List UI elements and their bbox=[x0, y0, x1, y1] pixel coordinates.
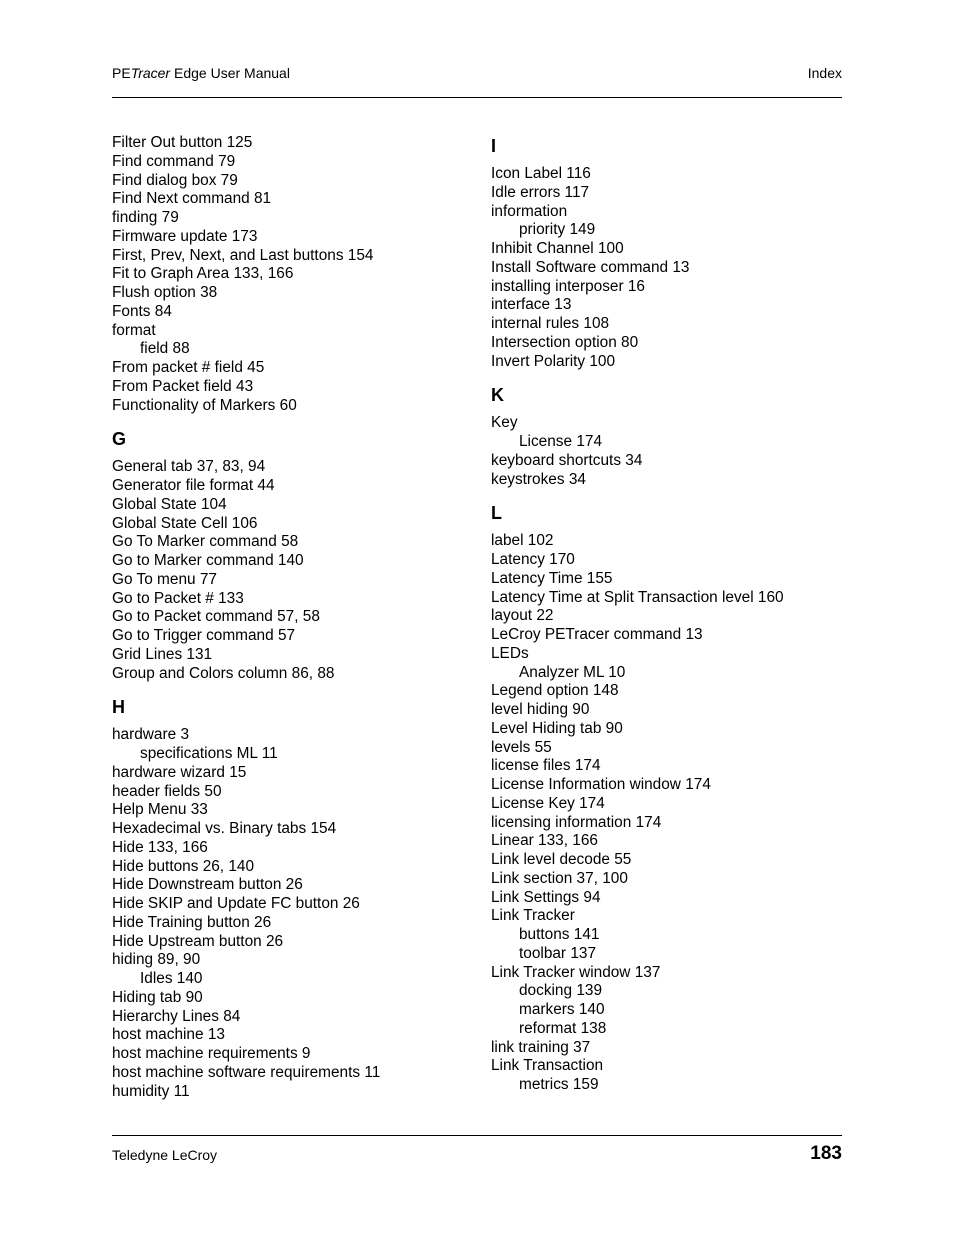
index-entry: keyboard shortcuts 34 bbox=[491, 451, 643, 469]
index-entry: license files 174 bbox=[491, 757, 601, 775]
page-header bbox=[112, 65, 842, 85]
index-subentry: docking 139 bbox=[519, 982, 603, 1000]
index-entry: LeCroy PETracer command 13 bbox=[491, 626, 703, 643]
index-subentry: Idles 140 bbox=[140, 970, 203, 987]
manual-title bbox=[112, 65, 290, 81]
index-entry: host machine software requirements 11 bbox=[112, 1063, 381, 1081]
index-entry: Linear 133, 166 bbox=[491, 832, 598, 850]
index-entry: Go to Packet # 133 bbox=[112, 589, 244, 607]
index-subentry: Analyzer ML 10 bbox=[519, 663, 626, 681]
index-entry: interface 13 bbox=[491, 296, 572, 314]
index-entry: humidity 11 bbox=[112, 1082, 190, 1100]
index-entry: Hierarchy Lines 84 bbox=[112, 1007, 241, 1025]
index-column-left bbox=[112, 134, 472, 1101]
index-entry: Invert Polarity 100 bbox=[491, 352, 616, 370]
index-subentry: buttons 141 bbox=[519, 926, 600, 943]
index-entry: Help Menu 33 bbox=[112, 801, 208, 819]
index-entry: Hide SKIP and Update FC button 26 bbox=[112, 895, 360, 912]
index-entry: Hexadecimal vs. Binary tabs 154 bbox=[112, 820, 337, 837]
index-entry: host machine 13 bbox=[112, 1026, 225, 1044]
index-entry: host machine requirements 9 bbox=[112, 1045, 311, 1062]
index-letter-heading: I bbox=[491, 136, 497, 156]
index-entry: Flush option 38 bbox=[112, 284, 218, 301]
index-subentry: specifications ML 11 bbox=[140, 745, 278, 762]
header-divider bbox=[112, 97, 842, 98]
index-entry: Link Tracker bbox=[491, 907, 575, 925]
index-entry: Link Settings 94 bbox=[491, 888, 601, 906]
index-subentry: markers 140 bbox=[519, 1001, 605, 1018]
index-entry: Go to Packet command 57, 58 bbox=[112, 608, 320, 626]
index-entry: Find dialog box 79 bbox=[112, 171, 238, 189]
index-entry: License Key 174 bbox=[491, 794, 605, 812]
index-subentry: metrics 159 bbox=[519, 1076, 599, 1093]
index-entry: Hide buttons 26, 140 bbox=[112, 857, 255, 875]
index-entry: Latency 170 bbox=[491, 551, 575, 568]
index-entry: Grid Lines 131 bbox=[112, 645, 213, 663]
index-entry: levels 55 bbox=[491, 738, 552, 756]
index-entry: Go To menu 77 bbox=[112, 570, 217, 588]
index-entry: Key bbox=[491, 414, 518, 432]
index-entry: Hide Upstream button 26 bbox=[112, 932, 284, 950]
index-entry: Group and Colors column 86, 88 bbox=[112, 664, 335, 682]
index-entry: Hide Downstream button 26 bbox=[112, 876, 303, 894]
index-entry: keystrokes 34 bbox=[491, 470, 586, 488]
footer-divider bbox=[112, 1135, 842, 1136]
index-entry: finding 79 bbox=[112, 209, 179, 226]
section-name: Index bbox=[807, 65, 842, 81]
index-entry: Go to Trigger command 57 bbox=[112, 627, 296, 644]
index-entry: LEDs bbox=[491, 644, 529, 662]
index-entry: internal rules 108 bbox=[491, 315, 610, 332]
index-entry: Find command 79 bbox=[112, 152, 236, 170]
index-letter-heading: L bbox=[491, 503, 502, 524]
index-entry: hardware wizard 15 bbox=[112, 763, 247, 781]
index-entry: Hide 133, 166 bbox=[112, 838, 208, 856]
index-entry: Latency Time 155 bbox=[491, 569, 613, 587]
index-entry: Link level decode 55 bbox=[491, 851, 632, 868]
index-entry: information bbox=[491, 202, 568, 220]
index-entry: Idle errors 117 bbox=[491, 183, 590, 201]
index-entry: Latency Time at Split Transaction level 160 bbox=[491, 588, 784, 606]
index-subentry: field 88 bbox=[140, 340, 190, 358]
index-entry: layout 22 bbox=[491, 607, 554, 625]
index-subentry: toolbar 137 bbox=[519, 944, 597, 962]
index-entry: Icon Label 116 bbox=[491, 165, 591, 182]
index-entry: Find Next command 81 bbox=[112, 190, 272, 208]
index-entry: Go To Marker command 58 bbox=[112, 533, 299, 551]
manual-title-suffix: Edge User Manual bbox=[170, 65, 290, 81]
index-entry: Link section 37, 100 bbox=[491, 869, 628, 887]
manual-title-italic: Tracer bbox=[130, 65, 171, 81]
index-entry: label 102 bbox=[491, 532, 554, 550]
index-column-right bbox=[491, 134, 842, 1095]
index-entry: header fields 50 bbox=[112, 782, 222, 800]
index-entry: Fonts 84 bbox=[112, 302, 172, 320]
index-entry: From packet # field 45 bbox=[112, 359, 265, 376]
index-entry: Fit to Graph Area 133, 166 bbox=[112, 265, 294, 283]
index-entry: First, Prev, Next, and Last buttons 154 bbox=[112, 246, 374, 264]
index-letter-heading: H bbox=[112, 697, 125, 718]
index-entry: format bbox=[112, 321, 156, 339]
index-entry: Filter Out button 125 bbox=[112, 134, 253, 151]
page-number: 183 bbox=[810, 1143, 842, 1164]
index-entry: General tab 37, 83, 94 bbox=[112, 458, 266, 476]
index-entry: Global State 104 bbox=[112, 495, 227, 513]
index-entry: Hiding tab 90 bbox=[112, 988, 203, 1006]
index-subentry: reformat 138 bbox=[519, 1019, 607, 1037]
index-entry: level hiding 90 bbox=[491, 701, 590, 718]
index-entry: Legend option 148 bbox=[491, 682, 619, 700]
index-entry: Level Hiding tab 90 bbox=[491, 719, 623, 737]
index-subentry: License 174 bbox=[519, 433, 603, 450]
index-entry: Generator file format 44 bbox=[112, 477, 275, 494]
index-entry: link training 37 bbox=[491, 1038, 591, 1056]
index-letter-heading: K bbox=[491, 385, 504, 406]
index-entry: Functionality of Markers 60 bbox=[112, 396, 297, 414]
index-entry: Go to Marker command 140 bbox=[112, 552, 304, 569]
index-entry: Intersection option 80 bbox=[491, 333, 639, 351]
index-entry: Install Software command 13 bbox=[491, 258, 690, 276]
index-entry: From Packet field 43 bbox=[112, 377, 254, 395]
index-entry: Inhibit Channel 100 bbox=[491, 240, 624, 257]
index-entry: Link Tracker window 137 bbox=[491, 963, 661, 981]
index-entry: Hide Training button 26 bbox=[112, 913, 272, 931]
index-entry: Link Transaction bbox=[491, 1057, 604, 1075]
index-letter-heading: G bbox=[112, 429, 127, 450]
manual-title-prefix: PE bbox=[112, 65, 131, 81]
index-entry: Global State Cell 106 bbox=[112, 514, 258, 532]
index-subentry: priority 149 bbox=[519, 221, 596, 239]
index-entry: installing interposer 16 bbox=[491, 277, 645, 295]
index-entry: hardware 3 bbox=[112, 726, 189, 744]
footer-company: Teledyne LeCroy bbox=[112, 1147, 218, 1163]
index-entry: licensing information 174 bbox=[491, 813, 662, 831]
index-entry: License Information window 174 bbox=[491, 776, 711, 793]
index-entry: Firmware update 173 bbox=[112, 227, 258, 245]
index-entry: hiding 89, 90 bbox=[112, 951, 201, 969]
